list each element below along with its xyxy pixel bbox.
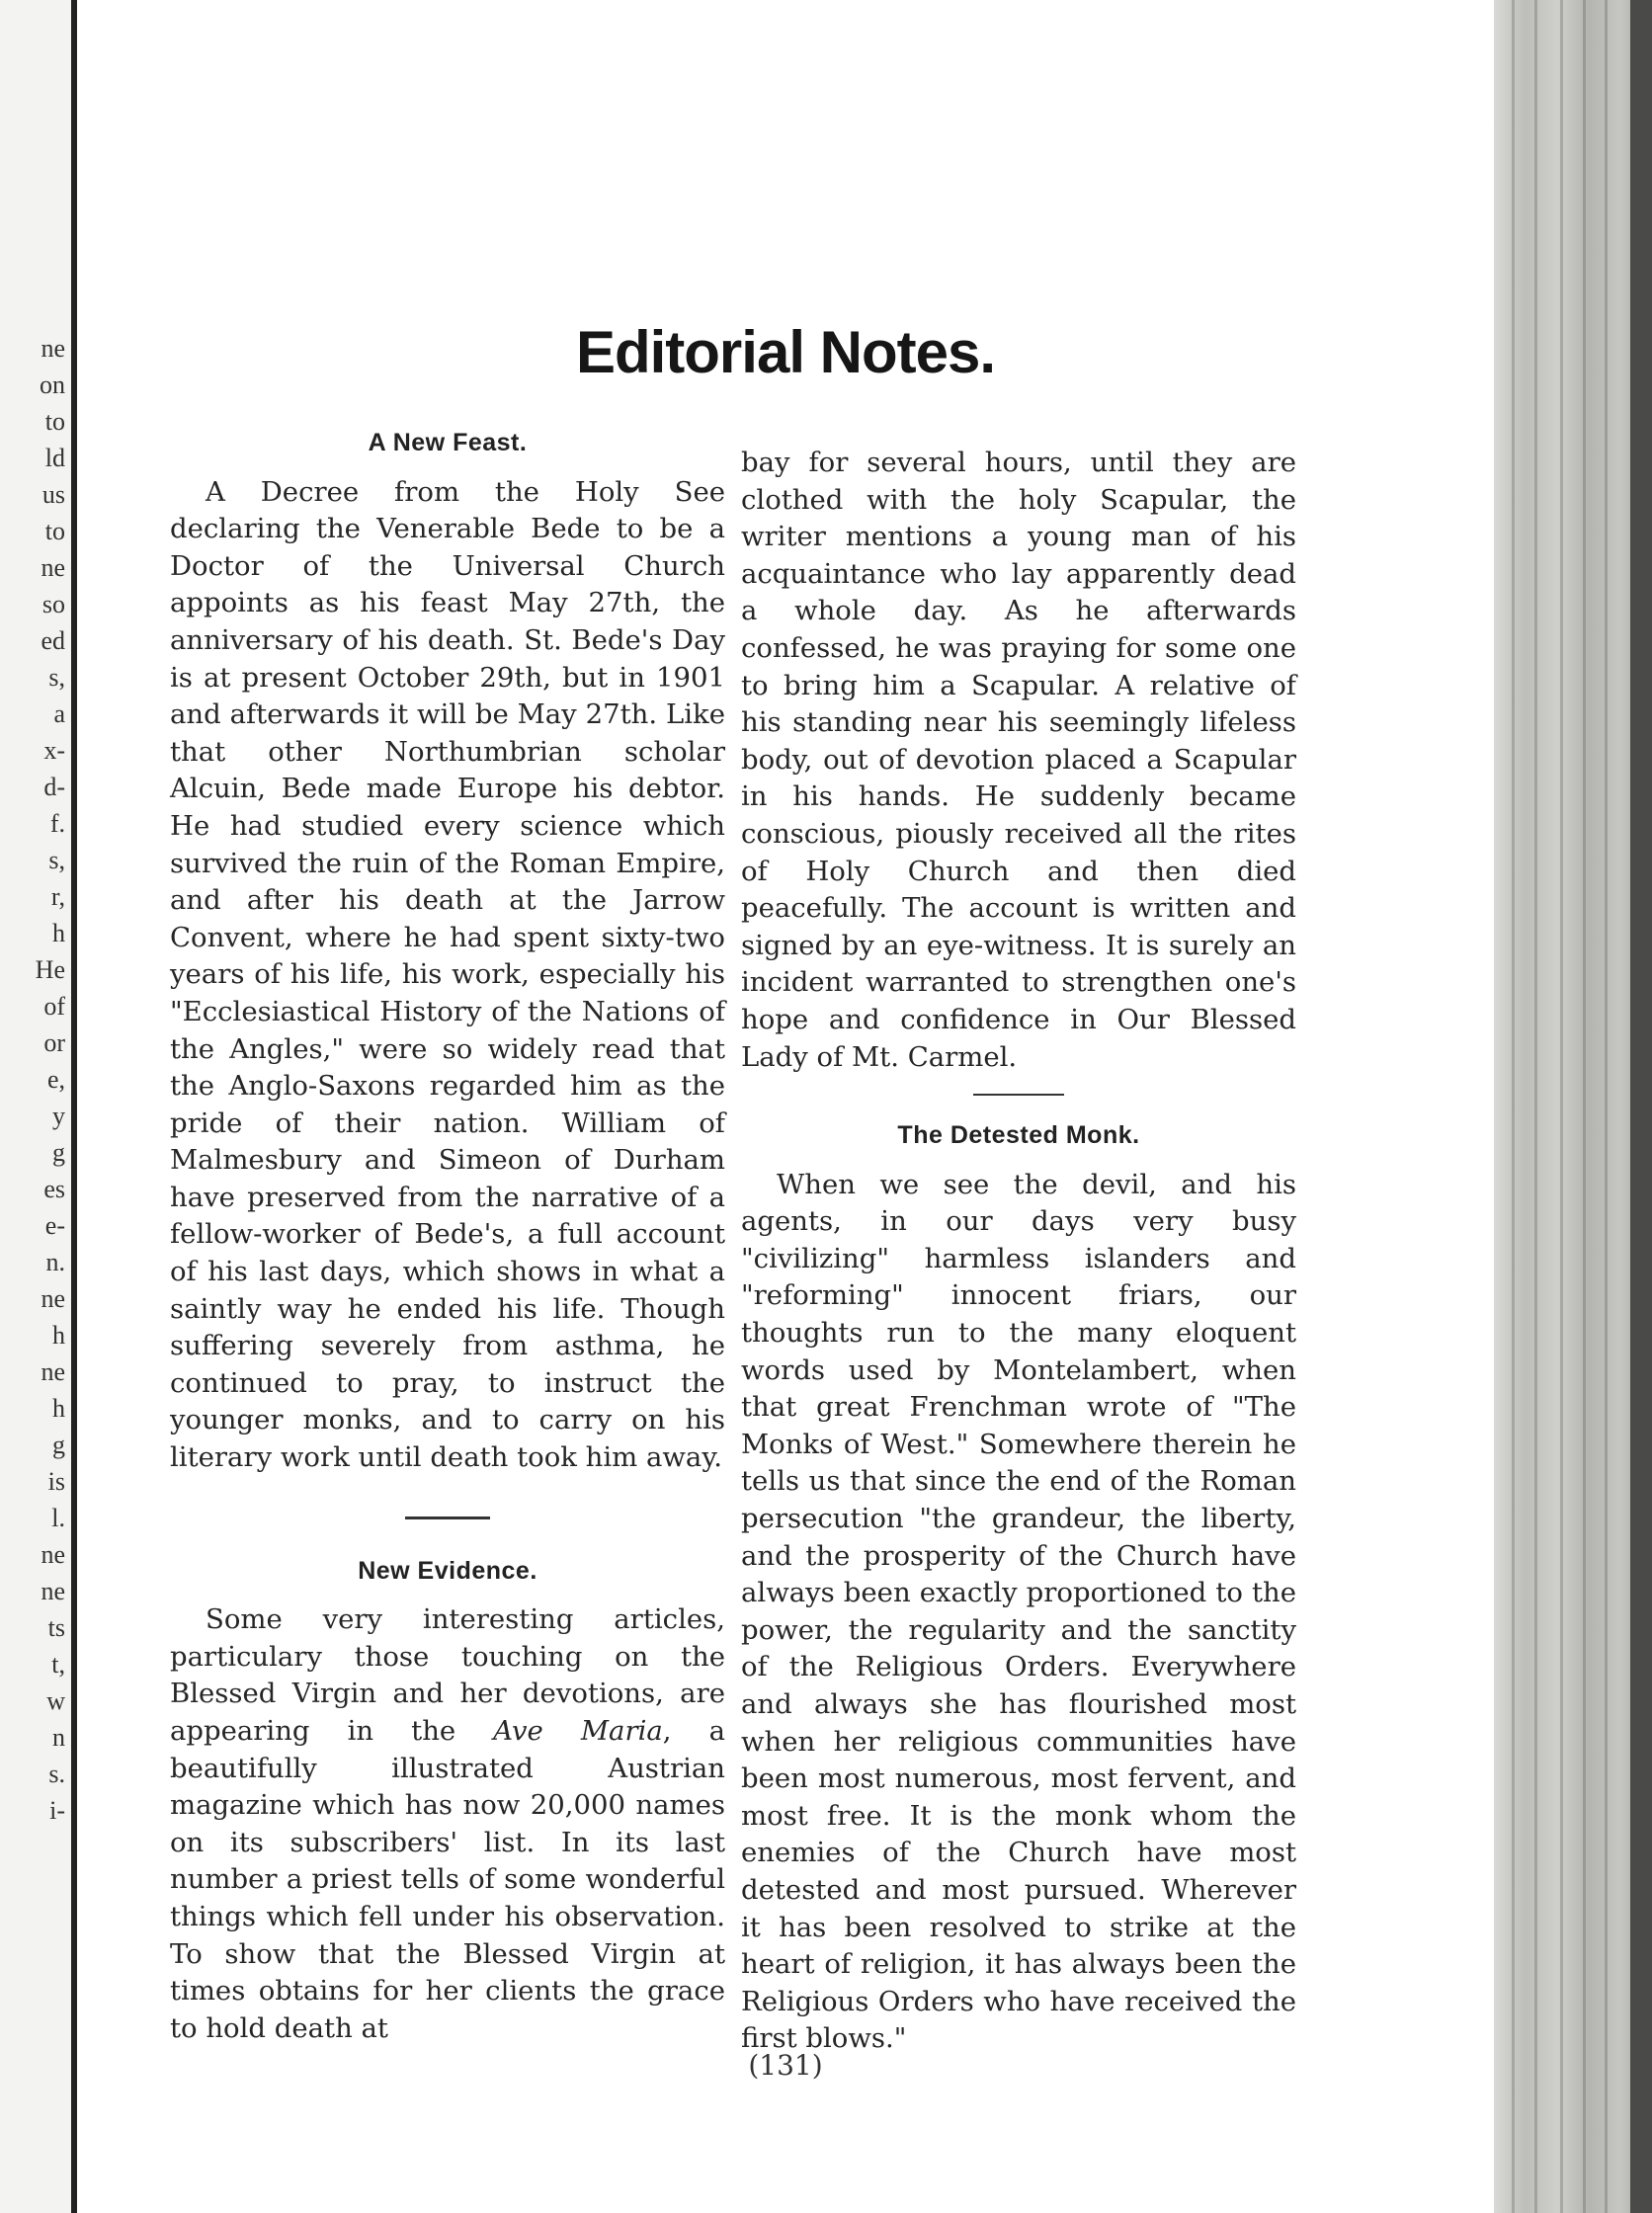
article-new-evidence-continuation: bay for several hours, until they are clothed with the holy Scapular, the writer mentions a young man of his acquaintance who lay apparently dead a whole day. As he afterwards confessed, he was praying for some one to bring him a Scapular. A relative of his standing near his seemingly lifeless body, out of devotion placed a Scapular in his hands. He suddenly became conscious, piously received all the rites of Holy Church and then died peacefully. The account is written and signed by an eye-witness. It is surely an incident warranted to strengthen one's hope and confidence in Our Blessed Lady of Mt. Carmel. bbox=[741, 447, 1296, 1073]
evidence-text-after: , a beautifully illustrated Austrian magazine which has now 20,000 names on its subscribers' list. In its last number a priest tells of some wonderful things which fell under his observation. To show that the Blessed Virgin at times obtains for her clients the grace to hold death at bbox=[170, 1715, 726, 2044]
facing-page-fragment: ld bbox=[44, 444, 65, 472]
facing-page-fragment: s. bbox=[48, 1760, 65, 1788]
facing-page-fragment: so bbox=[41, 590, 65, 618]
section-heading-new-evidence: New Evidence. bbox=[358, 1556, 537, 1585]
facing-page-edge bbox=[0, 0, 77, 2213]
facing-page-fragment: on bbox=[40, 370, 65, 399]
article-new-evidence-body bbox=[170, 1601, 725, 2047]
facing-page-fragment: n bbox=[52, 1723, 65, 1752]
facing-page-fragment: f. bbox=[49, 809, 65, 838]
facing-page-fragment: or bbox=[43, 1028, 65, 1057]
facing-page-fragment: y bbox=[52, 1102, 65, 1130]
page-title: Editorial Notes. bbox=[575, 319, 996, 385]
article-new-feast-body: A Decree from the Holy See declaring the Venerable Bede to be a Doctor of the Universal Church appoints as his feast May 27th, the anniversary of his death. St. Bede's Day is at present October 29th, but in 1901 and afterwards it will be May 27th. Like that other Northumbrian scholar Alcuin, Bede made Europe his debtor. He had studied every science which survived the ruin of the Roman Empire, and after his death at the Jarrow Convent, where he had spent sixty-two years of his life, his work, especially his "Ecclesiastical History of the Nations of the Angles," were so widely read that the Anglo-Saxons regarded him as the pride of their nation. William of Malmesbury and Simeon of Durham have preserved from the narrative of a fellow-worker of Bede's, a full account of his last days, which shows in what a saintly way he ended his life. Though suffering severely from asthma, he continued to pray, to instruct the younger monks, and to carry on his literary work until death took him away. bbox=[170, 475, 725, 1474]
facing-page-fragment: d- bbox=[43, 773, 65, 801]
facing-page-fragment: ed bbox=[41, 626, 65, 655]
facing-page-fragment: h bbox=[52, 1394, 65, 1423]
facing-page-fragment: x- bbox=[43, 736, 65, 765]
evidence-text-before: Some very interesting articles, particulary those touching on the Blessed Virgin and her devotions, are appearing in the bbox=[170, 1603, 725, 1747]
facing-page-fragment: t, bbox=[51, 1650, 65, 1679]
facing-page-fragment: is bbox=[47, 1467, 65, 1496]
facing-page-fragment: es bbox=[43, 1175, 65, 1203]
facing-page-fragment: e, bbox=[46, 1065, 65, 1094]
facing-page-fragment: s, bbox=[48, 846, 65, 874]
magazine-title: Ave Maria bbox=[493, 1715, 663, 1747]
article-detested-monk-body: When we see the devil, and his agents, in our days very busy "civilizing" harmless islanders and "reforming" innocent friars, our thoughts run to the many eloquent words used by Montelambert, when that great Frenchman wrote of "The Monks of West." Somewhere therein he tells us that since the end of the Roman persecution "the grandeur, the liberty, and the prosperity of the Church have always been exactly proportioned to the power, the regularity and the sanctity of the Religious Orders. Everywhere and always she has flourished most when her religious communities have been most numerous, most fervent, and most free. It is the monk whom the enemies of the Church have most detested and most pursued. Wherever it has been resolved to strike at the heart of religion, it has always been the Religious Orders who have received the first blows." bbox=[741, 1168, 1296, 2055]
facing-page-fragment: ne bbox=[41, 1540, 65, 1569]
section-divider bbox=[973, 1094, 1064, 1096]
facing-page-fragment: ne bbox=[41, 1357, 65, 1386]
facing-page-fragment: ne bbox=[41, 553, 65, 582]
facing-page-fragment: s, bbox=[48, 663, 65, 692]
facing-page-fragment: h bbox=[52, 919, 65, 947]
facing-page-fragment: of bbox=[43, 992, 65, 1021]
facing-page-fragment: l. bbox=[51, 1504, 65, 1532]
section-heading-new-feast: A New Feast. bbox=[368, 429, 528, 456]
document-page bbox=[77, 0, 1494, 2213]
facing-page-fragment: h bbox=[52, 1321, 65, 1350]
facing-page-fragment: r, bbox=[50, 882, 65, 911]
facing-page-fragment: g bbox=[52, 1431, 65, 1459]
facing-page-fragment: e- bbox=[44, 1211, 65, 1240]
facing-page-fragment: ts bbox=[47, 1613, 65, 1642]
facing-page-fragment: w bbox=[46, 1686, 65, 1715]
facing-page-fragment: i- bbox=[49, 1796, 65, 1825]
facing-page-fragment: He bbox=[35, 955, 65, 984]
facing-page-fragment: ne bbox=[41, 1577, 65, 1605]
facing-page-fragment: n. bbox=[45, 1248, 65, 1276]
section-heading-detested-monk: The Detested Monk. bbox=[897, 1121, 1140, 1150]
facing-page-fragment: a bbox=[53, 699, 65, 728]
page-number: (131) bbox=[748, 2049, 823, 2082]
section-divider bbox=[405, 1516, 490, 1519]
facing-page-fragment: ne bbox=[41, 334, 65, 363]
facing-page-fragment: to bbox=[44, 517, 65, 545]
facing-page-fragment: to bbox=[44, 407, 65, 436]
facing-page-fragment: us bbox=[41, 480, 65, 509]
facing-page-fragment: ne bbox=[41, 1284, 65, 1313]
page-stack-edge bbox=[1494, 0, 1652, 2213]
left-column bbox=[170, 425, 725, 2047]
right-column bbox=[741, 445, 1296, 2058]
facing-page-fragment: g bbox=[52, 1138, 65, 1167]
